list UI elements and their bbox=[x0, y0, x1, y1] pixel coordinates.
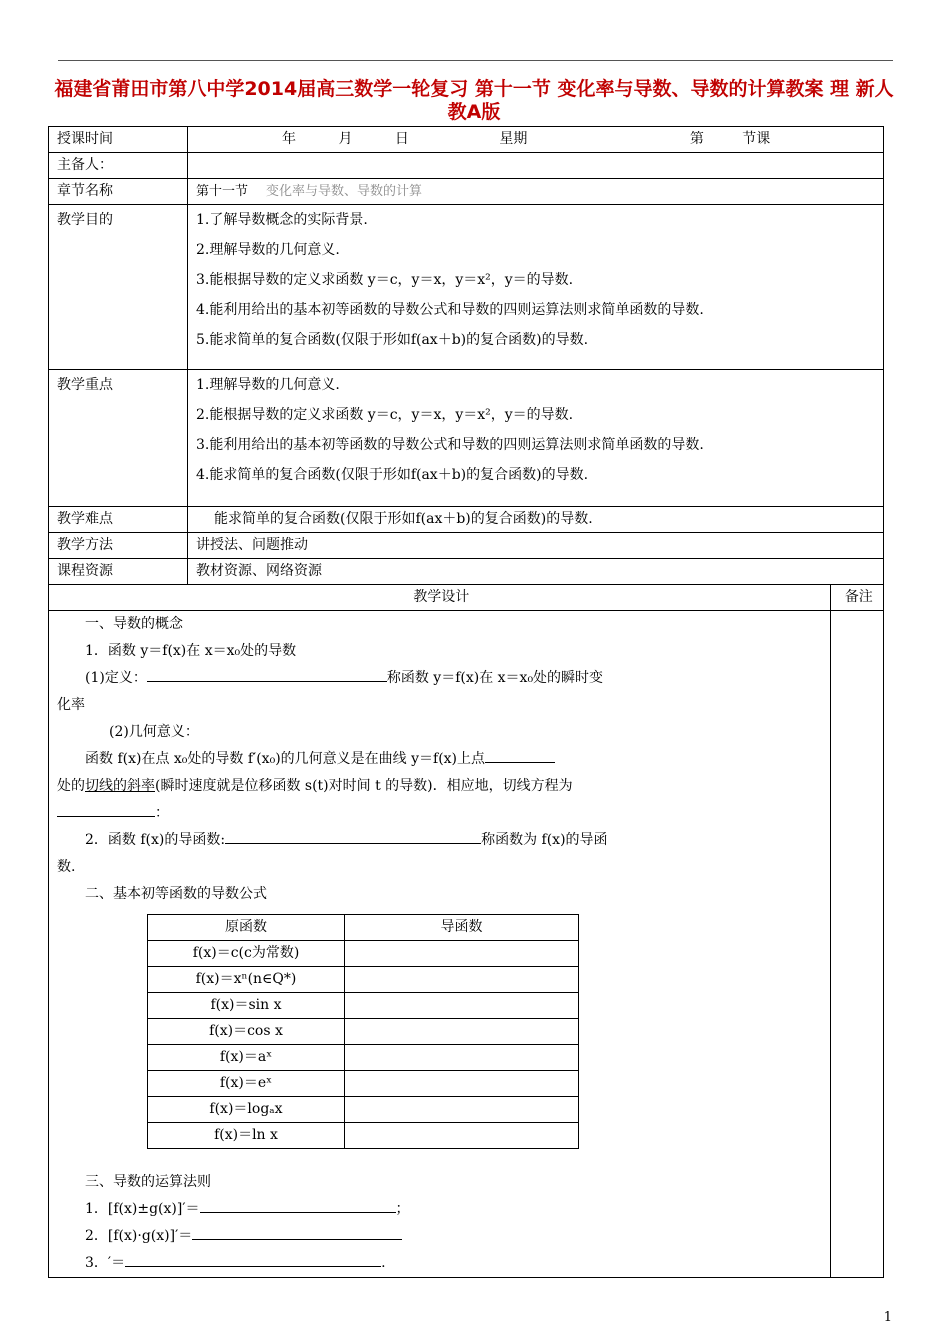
geometry-text: 函数 f(x)在点 x₀处的导数 f′(x₀)的几何意义是在曲线 y＝f(x)上点 bbox=[85, 751, 486, 767]
fill-blank bbox=[225, 829, 481, 844]
chapter-name: 变化率与导数、导数的计算 bbox=[266, 184, 423, 199]
table-cell-blank bbox=[345, 1097, 579, 1123]
derivative-formula-table bbox=[147, 914, 579, 1149]
table-cell-blank bbox=[345, 1045, 579, 1071]
key-label: 教学重点 bbox=[49, 370, 188, 507]
fill-blank bbox=[147, 667, 387, 682]
table-cell-blank bbox=[345, 1071, 579, 1097]
fill-blank bbox=[57, 802, 155, 817]
goals-label: 教学目的 bbox=[49, 205, 188, 370]
design-header: 教学设计 bbox=[49, 585, 831, 611]
section-heading: 二、基本初等函数的导数公式 bbox=[85, 886, 267, 902]
tangent-line bbox=[57, 800, 822, 827]
author-value bbox=[188, 153, 884, 179]
table-cell: f(x)＝cos x bbox=[148, 1019, 345, 1045]
goal-item: 2.理解导数的几何意义. bbox=[196, 242, 340, 258]
goal-item: 3.能根据导数的定义求函数 y＝c，y＝x，y＝x²，y＝的导数. bbox=[196, 272, 574, 288]
rule-line bbox=[57, 1196, 822, 1223]
table-cell: f(x)＝ln x bbox=[148, 1123, 345, 1149]
fill-blank bbox=[200, 1198, 396, 1213]
derivative-function-line bbox=[57, 827, 822, 854]
rule-line bbox=[57, 1250, 822, 1277]
table-cell: f(x)＝c(c为常数) bbox=[148, 941, 345, 967]
key-points-list bbox=[188, 370, 884, 507]
resource-label: 课程资源 bbox=[49, 559, 188, 585]
table-cell: f(x)＝sin x bbox=[148, 993, 345, 1019]
design-line: (2)几何意义： bbox=[109, 724, 199, 740]
chapter-label: 章节名称 bbox=[49, 179, 188, 205]
design-text: 2．函数 f(x)的导函数: bbox=[85, 832, 226, 848]
table-cell: f(x)＝logₐx bbox=[148, 1097, 345, 1123]
year-label: 年 bbox=[282, 131, 296, 147]
lesson-plan-table bbox=[48, 126, 884, 1278]
table-header: 原函数 bbox=[148, 915, 345, 941]
rule-end: . bbox=[381, 1255, 386, 1271]
slope-term: 切线的斜率 bbox=[85, 778, 155, 794]
goal-item: 4.能利用给出的基本初等函数的导数公式和导数的四则运算法则求简单函数的导数. bbox=[196, 302, 704, 318]
method-value: 讲授法、问题推动 bbox=[188, 533, 884, 559]
header-rule bbox=[58, 60, 893, 61]
design-line: 1．函数 y＝f(x)在 x＝x₀处的导数 bbox=[85, 643, 297, 659]
key-point-item: 1.理解导数的几何意义. bbox=[196, 377, 340, 393]
notes-column bbox=[830, 611, 883, 1278]
table-cell: f(x)＝eˣ bbox=[148, 1071, 345, 1097]
fill-blank bbox=[485, 748, 555, 763]
method-label: 教学方法 bbox=[49, 533, 188, 559]
fill-blank bbox=[125, 1252, 381, 1267]
definition-line bbox=[57, 665, 822, 692]
page-title: 福建省莆田市第八中学2014届高三数学一轮复习 第十一节 变化率与导数、导数的计算教案 理 新人教A版 bbox=[54, 78, 894, 123]
difficulty-label: 教学难点 bbox=[49, 507, 188, 533]
time-fields bbox=[188, 127, 884, 153]
table-cell-blank bbox=[345, 993, 579, 1019]
period-suffix: 节课 bbox=[742, 131, 771, 147]
geometry-text: 处的 bbox=[57, 778, 85, 794]
definition-prefix: (1)定义： bbox=[85, 670, 147, 686]
table-cell-blank bbox=[345, 941, 579, 967]
design-body bbox=[49, 611, 831, 1278]
rule-text: 2．[f(x)·g(x)]′＝ bbox=[85, 1228, 193, 1244]
table-cell-blank bbox=[345, 1123, 579, 1149]
key-point-item: 3.能利用给出的基本初等函数的导数公式和导数的四则运算法则求简单函数的导数. bbox=[196, 437, 704, 453]
page-number: 1 bbox=[883, 1310, 892, 1325]
notes-header: 备注 bbox=[830, 585, 883, 611]
section-heading: 三、导数的运算法则 bbox=[85, 1174, 211, 1190]
geometry-line bbox=[57, 746, 822, 773]
design-line: 数. bbox=[57, 859, 76, 875]
fill-blank bbox=[192, 1225, 402, 1240]
geometry-text: (瞬时速度就是位移函数 s(t)对时间 t 的导数)．相应地，切线方程为 bbox=[155, 778, 573, 794]
goal-item: 5.能求简单的复合函数(仅限于形如f(ax＋b)的复合函数)的导数. bbox=[196, 332, 589, 348]
period-prefix: 第 bbox=[689, 131, 704, 147]
goals-list bbox=[188, 205, 884, 370]
table-header: 导函数 bbox=[345, 915, 579, 941]
difficulty-value: 能求简单的复合函数(仅限于形如f(ax＋b)的复合函数)的导数. bbox=[188, 507, 884, 533]
day-label: 日 bbox=[394, 131, 409, 147]
key-point-item: 4.能求简单的复合函数(仅限于形如f(ax＋b)的复合函数)的导数. bbox=[196, 467, 589, 483]
section-heading: 一、导数的概念 bbox=[85, 616, 183, 632]
weekday-label: 星期 bbox=[499, 131, 528, 147]
table-cell-blank bbox=[345, 967, 579, 993]
rule-text: 1．[f(x)±g(x)]′＝ bbox=[85, 1201, 200, 1217]
tangent-colon: ： bbox=[155, 805, 169, 821]
table-cell: f(x)＝xⁿ(n∈Q*) bbox=[148, 967, 345, 993]
goal-item: 1.了解导数概念的实际背景. bbox=[196, 212, 368, 228]
table-cell: f(x)＝aˣ bbox=[148, 1045, 345, 1071]
key-point-item: 2.能根据导数的定义求函数 y＝c，y＝x，y＝x²，y＝的导数. bbox=[196, 407, 574, 423]
month-label: 月 bbox=[338, 131, 353, 147]
geometry-line-2 bbox=[57, 773, 822, 800]
rule-text: 3．′＝ bbox=[85, 1255, 126, 1271]
rule-end: ； bbox=[395, 1201, 410, 1217]
definition-suffix: 称函数 y＝f(x)在 x＝x₀处的瞬时变 bbox=[386, 670, 604, 686]
author-label: 主备人： bbox=[49, 153, 188, 179]
rule-line bbox=[57, 1223, 822, 1250]
chapter-section: 第十一节 bbox=[196, 184, 249, 199]
table-cell-blank bbox=[345, 1019, 579, 1045]
time-label: 授课时间 bbox=[49, 127, 188, 153]
chapter-value bbox=[188, 179, 884, 205]
design-text: 称函数为 f(x)的导函 bbox=[481, 832, 608, 848]
resource-value: 教材资源、网络资源 bbox=[188, 559, 884, 585]
design-line: 化率 bbox=[57, 697, 85, 713]
